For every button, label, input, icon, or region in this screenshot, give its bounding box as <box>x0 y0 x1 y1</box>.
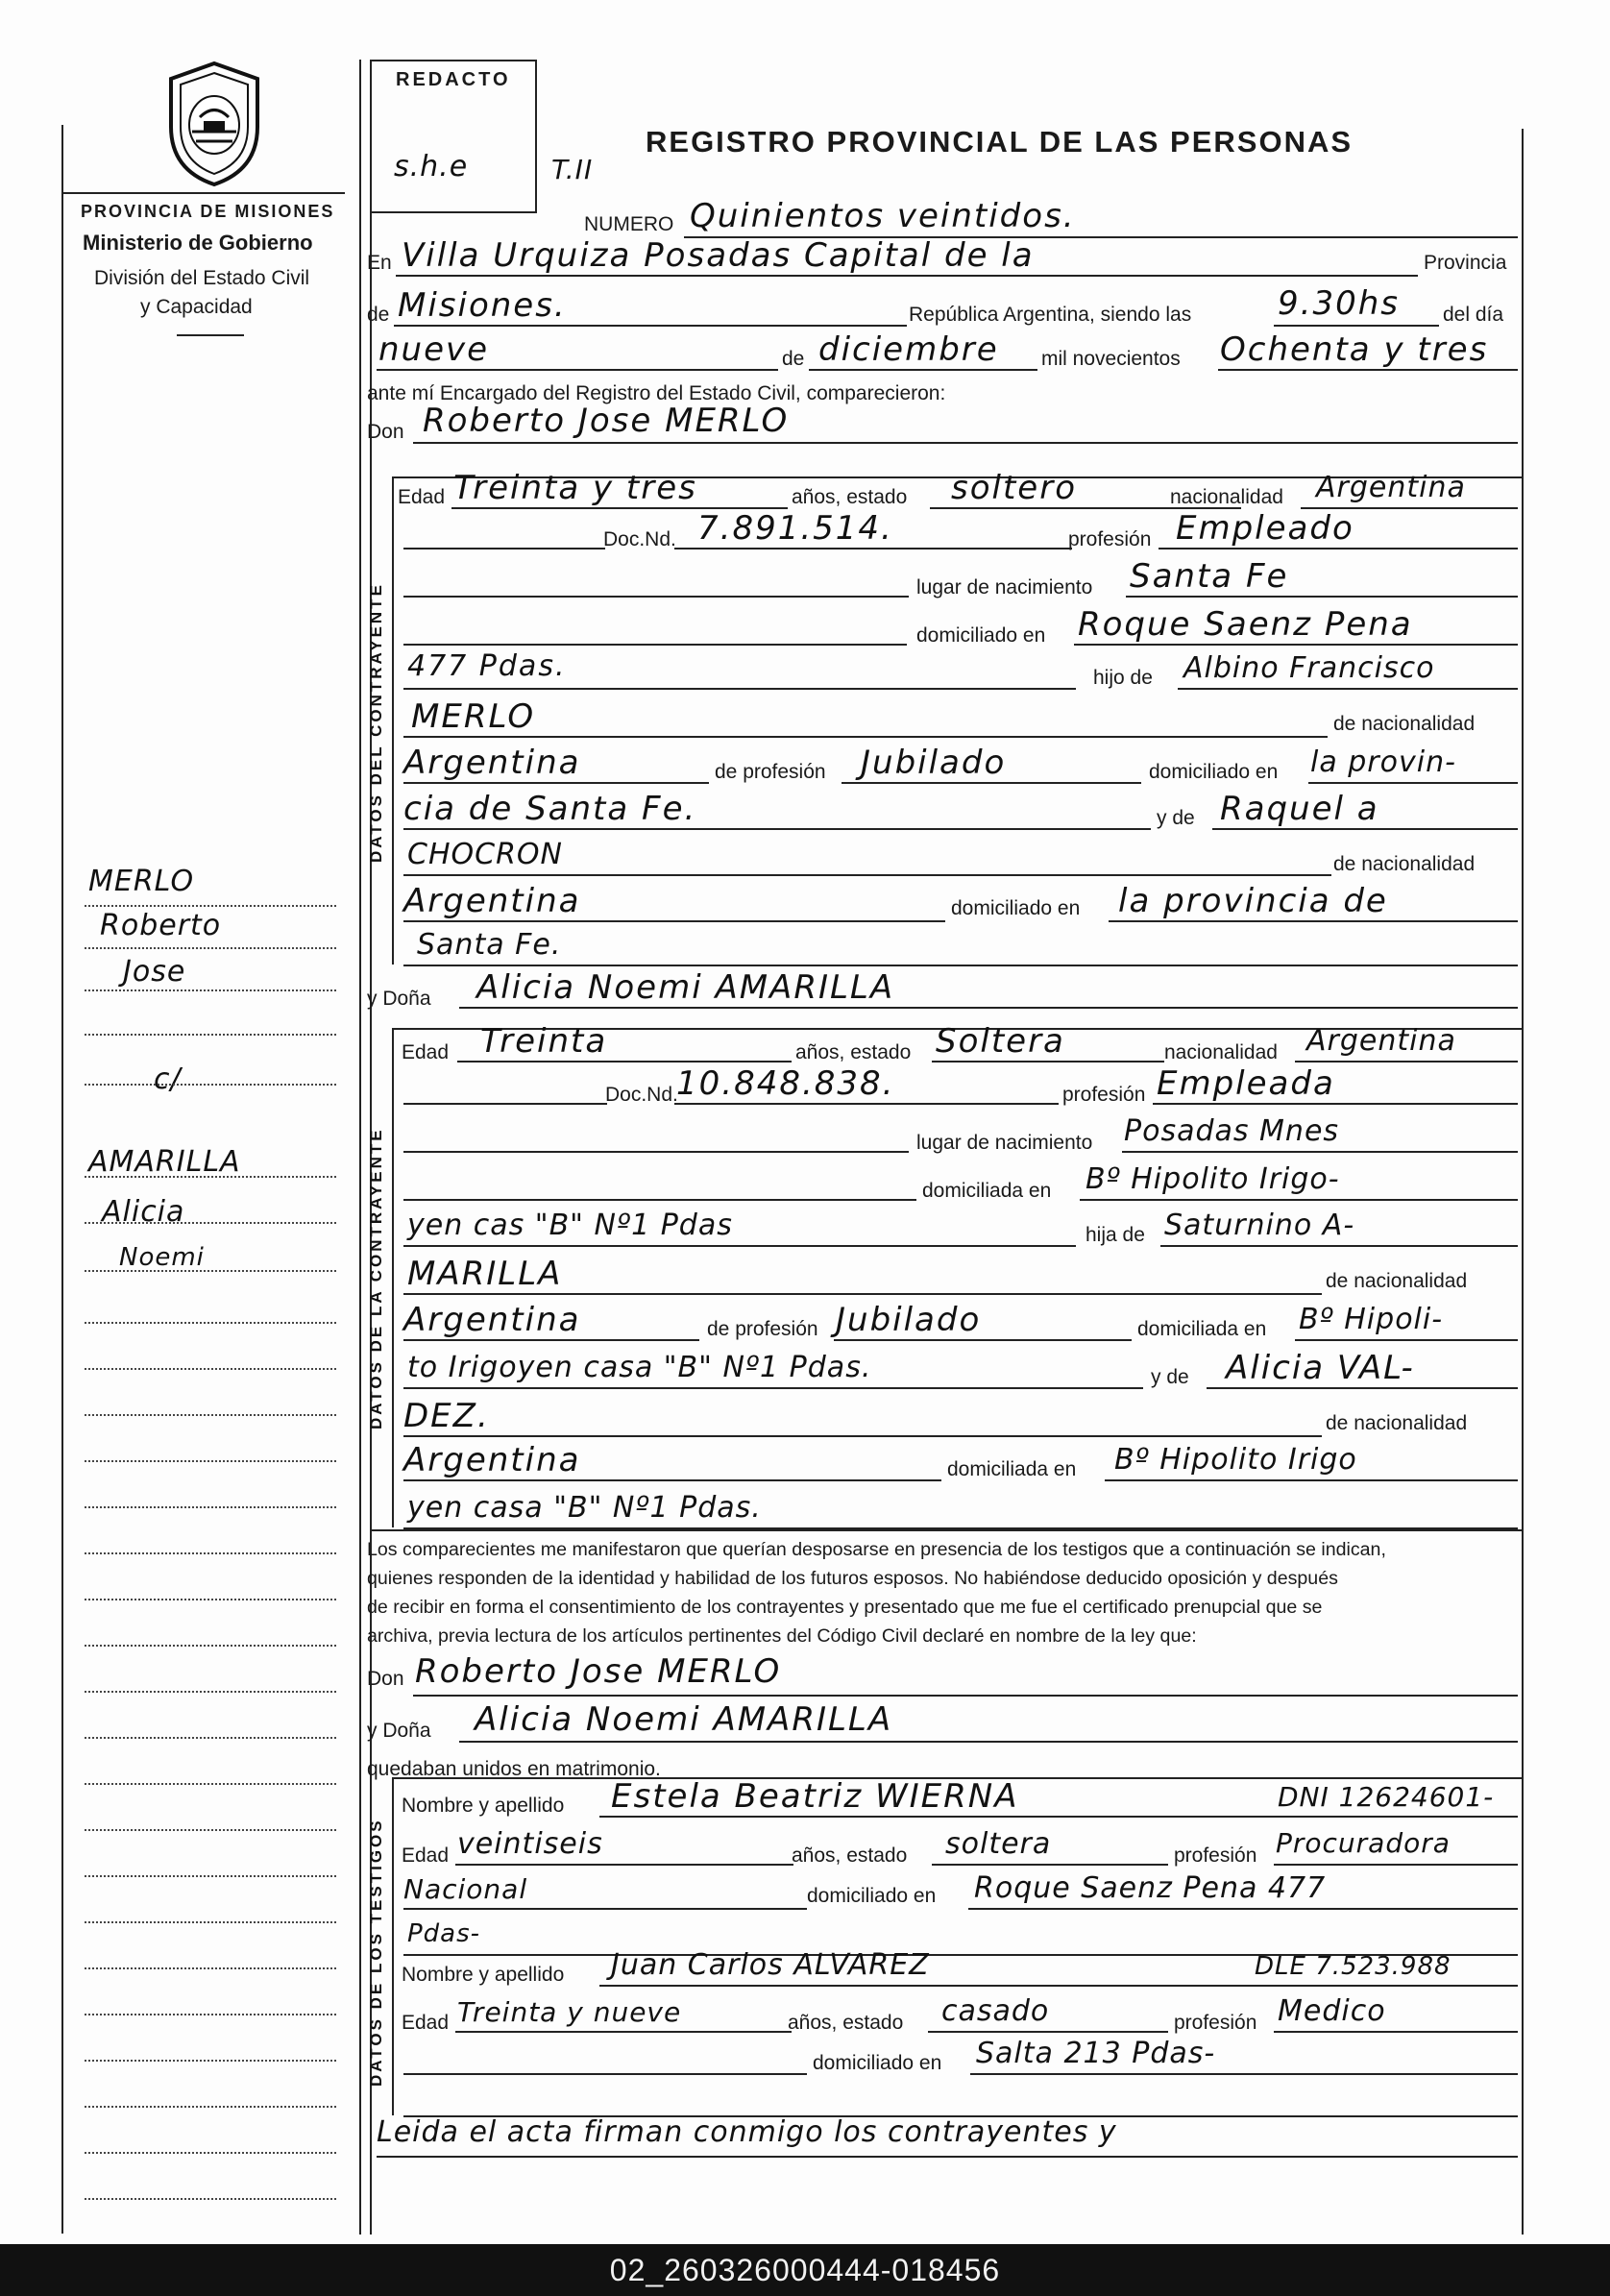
t2-dom: Salta 213 Pdas- <box>976 2037 1216 2070</box>
de-label: de <box>367 304 390 326</box>
f-y-de-label: y de <box>1151 1366 1189 1388</box>
margin-dotted-line <box>85 1460 336 1462</box>
hora-value: 9.30hs <box>1278 284 1400 323</box>
f-padre-dom-cont: to Irigoyen casa "B" Nº1 Pdas. <box>407 1351 872 1384</box>
t1-edad-label: Edad <box>402 1844 450 1867</box>
f-padre-apellido: MARILLA <box>407 1255 563 1293</box>
t2-nombre-label: Nombre y apellido <box>402 1964 565 1986</box>
provincial-seal-icon <box>161 60 267 189</box>
m-anios-label: años, estado <box>792 486 908 508</box>
declaracion-line-1: Los comparecientes me manifestaron que querían desposarse en presencia de los testigos que a continuación se indican, <box>367 1539 1386 1560</box>
margin-dotted-line <box>85 1414 336 1416</box>
de-mes-label: de <box>782 348 805 370</box>
registry-title: REGISTRO PROVINCIAL DE LAS PERSONAS <box>646 125 1354 159</box>
f-profesion-value: Empleada <box>1157 1064 1335 1103</box>
margin-column-line <box>359 60 361 2235</box>
margin-name-merlo: MERLO <box>88 865 195 898</box>
f-nacionalidad-label: nacionalidad <box>1164 1041 1278 1063</box>
testigos-side-label: DATOS DE LOS TESTIGOS <box>367 1818 385 2087</box>
margin-y: c/ <box>154 1063 182 1096</box>
f-estado-value: Soltera <box>936 1022 1065 1061</box>
t1-domicilio-label: domiciliado en <box>807 1885 937 1907</box>
m-nacionalidad-value: Argentina <box>1316 471 1466 504</box>
dia-value: nueve <box>378 330 490 369</box>
margin-dotted-line <box>85 2152 336 2154</box>
m-padre-dom-label: domiciliado en <box>1149 761 1279 783</box>
f-lugar-label: lugar de nacimiento <box>916 1132 1093 1154</box>
t2-profesion-label: profesión <box>1174 2012 1257 2034</box>
m-domicilio-value: Roque Saenz Pena <box>1078 605 1413 644</box>
redacto-label: REDACTO <box>396 69 511 90</box>
f-hija-label: hija de <box>1086 1224 1145 1246</box>
f-lugar-value: Posadas Mnes <box>1124 1114 1340 1148</box>
m-edad-value: Treinta y tres <box>453 469 697 507</box>
mil-label: mil novecientos <box>1041 348 1181 370</box>
margin-dotted-line <box>85 2014 336 2015</box>
decl-unidos: quedaban unidos en matrimonio. <box>367 1758 661 1780</box>
margin-dotted-line <box>85 1599 336 1600</box>
margin-dotted-line <box>85 1783 336 1785</box>
margin-name-amarilla: AMARILLA <box>88 1145 241 1179</box>
don-label: Don <box>367 421 404 443</box>
f-de-nac-label-2: de nacionalidad <box>1326 1412 1468 1434</box>
margin-dotted-line <box>85 2060 336 2062</box>
m-estado-value: soltero <box>951 469 1077 507</box>
document-id-footer: 02_260326000444-018456 <box>0 2244 1610 2296</box>
ante-text: ante mí Encargado del Registro del Estado Civil, comparecieron: <box>367 382 946 404</box>
left-short-rule <box>177 334 244 336</box>
decl-dona-value: Alicia Noemi AMARILLA <box>475 1700 893 1739</box>
m-padre-value: Albino Francisco <box>1183 651 1435 685</box>
margin-dotted-line <box>85 1737 336 1739</box>
en-value: Villa Urquiza Posadas Capital de la <box>402 236 1035 275</box>
contrayente-block-line <box>392 476 394 965</box>
f-domicilio-cont: yen cas "B" Nº1 Pdas <box>407 1209 733 1242</box>
f-de-nac-label-1: de nacionalidad <box>1326 1270 1468 1292</box>
testigos-block-line <box>392 1777 394 2115</box>
margin-dotted-line <box>85 1322 336 1324</box>
margin-dotted-line <box>85 1645 336 1647</box>
margin-dotted-line <box>85 947 336 949</box>
f-dona-value: Alicia Noemi AMARILLA <box>476 968 895 1007</box>
left-margin-line <box>61 125 63 2234</box>
m-profesion-value: Empleado <box>1176 509 1354 548</box>
anio-value: Ochenta y tres <box>1220 330 1489 369</box>
f-madre-nac: Argentina <box>403 1441 581 1479</box>
m-y-de-label: y de <box>1157 807 1195 829</box>
margin-dotted-line <box>85 2106 336 2108</box>
province-name: PROVINCIA DE MISIONES <box>81 202 335 221</box>
f-madre-dom-cont: yen casa "B" Nº1 Pdas. <box>407 1491 762 1525</box>
left-header-rule <box>61 192 345 194</box>
margin-dotted-line <box>85 1368 336 1370</box>
f-edad-value: Treinta <box>480 1022 608 1061</box>
margin-name-jose: Jose <box>123 955 186 989</box>
t1-dom: Roque Saenz Pena 477 <box>974 1871 1327 1905</box>
t1-edad: veintiseis <box>457 1827 603 1861</box>
t1-dom-cont: Pdas- <box>407 1919 481 1948</box>
f-padre-prof: Jubilado <box>836 1301 982 1339</box>
t2-domicilio-label: domiciliado en <box>813 2052 942 2074</box>
tomo-note: T.II <box>551 154 594 185</box>
declaracion-line-3: de recibir en forma el consentimiento de los contrayentes y presentado que me fue el certificado prenupcial que se <box>367 1597 1323 1618</box>
contrayente-side-label: DATOS DEL CONTRAYENTE <box>367 582 385 863</box>
m-de-nac-label-2: de nacionalidad <box>1333 853 1476 875</box>
numero-label: NUMERO <box>584 213 674 235</box>
f-anios-label: años, estado <box>795 1041 912 1063</box>
don-value: Roberto Jose MERLO <box>423 402 790 440</box>
m-nacionalidad-label: nacionalidad <box>1170 486 1283 508</box>
margin-dotted-line <box>85 905 336 907</box>
m-madre-dom-label: domiciliado en <box>951 897 1081 919</box>
f-domicilio-value: Bº Hipolito Irigo- <box>1086 1162 1340 1196</box>
m-lugar-value: Santa Fe <box>1130 557 1289 596</box>
m-de-nac-label-1: de nacionalidad <box>1333 713 1476 735</box>
division-name: División del Estado Civil <box>94 267 310 289</box>
f-doc-label: Doc.Nd. <box>605 1084 678 1106</box>
f-de-prof-label: de profesión <box>707 1318 818 1340</box>
f-padre-value: Saturnino A- <box>1164 1209 1355 1242</box>
m-lugar-label: lugar de nacimiento <box>916 576 1093 598</box>
margin-dotted-line <box>85 1691 336 1693</box>
margin-dotted-line <box>85 1034 336 1036</box>
provincia-label: Provincia <box>1424 252 1507 274</box>
ministry-name: Ministerio de Gobierno <box>83 231 313 255</box>
t1-profesion-label: profesión <box>1174 1844 1257 1867</box>
t1-doc: DNI 12624601- <box>1278 1781 1495 1813</box>
f-edad-label: Edad <box>402 1041 450 1063</box>
margin-dotted-line <box>85 1084 336 1086</box>
margin-name-alicia: Alicia <box>102 1195 185 1229</box>
f-madre-dom-label: domiciliada en <box>947 1458 1077 1480</box>
m-edad-label: Edad <box>398 486 446 508</box>
t1-prof-cont: Nacional <box>403 1873 528 1905</box>
redacto-note: s.h.e <box>394 150 469 183</box>
m-padre-dom-cont: cia de Santa Fe. <box>403 790 697 828</box>
margin-dotted-line <box>85 989 336 991</box>
f-madre-value: Alicia VAL- <box>1226 1349 1415 1387</box>
f-nacionalidad-value: Argentina <box>1306 1024 1456 1058</box>
mes-value: diciembre <box>818 330 999 369</box>
f-padre-nac: Argentina <box>403 1301 581 1339</box>
f-profesion-label: profesión <box>1062 1084 1146 1106</box>
contrayente-f-side-label: DATOS DE LA CONTRAYENTE <box>367 1127 385 1429</box>
m-madre-apellido: CHOCRON <box>407 838 563 871</box>
de-value: Misiones. <box>398 286 567 325</box>
t2-anios-label: años, estado <box>788 2012 904 2034</box>
main-right-border <box>1522 129 1524 2235</box>
t1-nombre: Estela Beatriz WIERNA <box>611 1777 1019 1816</box>
republica-text: República Argentina, siendo las <box>909 304 1192 326</box>
m-madre-dom-cont: Santa Fe. <box>417 928 562 962</box>
m-madre-nac: Argentina <box>403 882 581 920</box>
del-dia-label: del día <box>1443 304 1504 326</box>
f-dona-label: y Doña <box>367 988 431 1010</box>
margin-dotted-line <box>85 1222 336 1224</box>
m-profesion-label: profesión <box>1068 528 1152 550</box>
margin-dotted-line <box>85 1552 336 1554</box>
decl-don-label: Don <box>367 1668 404 1690</box>
f-domicilio-label: domiciliada en <box>922 1180 1052 1202</box>
declaracion-top-rule <box>370 1529 1522 1531</box>
m-hijo-label: hijo de <box>1093 667 1153 689</box>
margin-dotted-line <box>85 2198 336 2200</box>
contrayente-f-block-line <box>392 1028 394 1527</box>
numero-value: Quinientos veintidos. <box>690 197 1076 235</box>
t2-doc: DLE 7.523.988 <box>1255 1952 1451 1981</box>
t2-nombre: Juan Carlos ALVAREZ <box>611 1948 930 1982</box>
margin-name-roberto: Roberto <box>100 909 222 942</box>
m-padre-dom: la provin- <box>1310 745 1456 779</box>
decl-don-value: Roberto Jose MERLO <box>415 1652 782 1691</box>
m-domicilio-cont: 477 Pdas. <box>407 649 567 683</box>
t2-prof: Medico <box>1278 1994 1386 2028</box>
m-padre-nac: Argentina <box>403 744 581 782</box>
m-padre-prof: Jubilado <box>861 744 1007 782</box>
margin-dotted-line <box>85 1176 336 1178</box>
m-de-prof-label: de profesión <box>715 761 826 783</box>
m-domicilio-label: domiciliado en <box>916 624 1046 647</box>
m-padre-apellido: MERLO <box>411 697 536 736</box>
t2-edad-label: Edad <box>402 2012 450 2034</box>
m-madre-dom: la provincia de <box>1118 882 1388 920</box>
margin-dotted-line <box>85 1506 336 1508</box>
t1-estado: soltera <box>945 1827 1052 1861</box>
f-padre-dom-label: domiciliada en <box>1137 1318 1267 1340</box>
margin-dotted-line <box>85 1921 336 1923</box>
decl-dona-label: y Doña <box>367 1720 431 1742</box>
f-doc-value: 10.848.838. <box>676 1064 895 1103</box>
t2-estado: casado <box>941 1994 1050 2028</box>
margin-dotted-line <box>85 1967 336 1969</box>
margin-dotted-line <box>85 1270 336 1272</box>
f-padre-dom: Bº Hipoli- <box>1299 1303 1444 1336</box>
declaracion-line-4: archiva, previa lectura de los artículos pertinentes del Código Civil declaré en nombre de la ley que: <box>367 1625 1197 1647</box>
f-madre-dom: Bº Hipolito Irigo <box>1114 1443 1357 1477</box>
declaracion-line-2: quienes responden de la identidad y habilidad de los futuros esposos. No habiéndose deducido oposición y después <box>367 1568 1338 1589</box>
capacity-name: y Capacidad <box>140 296 253 318</box>
en-label: En <box>367 252 392 274</box>
t1-prof: Procuradora <box>1276 1827 1451 1859</box>
margin-dotted-line <box>85 1829 336 1831</box>
t1-anios-label: años, estado <box>792 1844 908 1867</box>
t1-nombre-label: Nombre y apellido <box>402 1795 565 1817</box>
t2-edad: Treinta y nueve <box>457 1996 682 2028</box>
margin-dotted-line <box>85 1875 336 1877</box>
m-madre-value: Raquel a <box>1220 790 1379 828</box>
cierre-text: Leida el acta firman conmigo los contrayentes y <box>377 2115 1117 2149</box>
f-madre-apellido: DEZ. <box>403 1397 490 1435</box>
m-doc-value: 7.891.514. <box>697 509 893 548</box>
margin-name-noemi: Noemi <box>119 1243 205 1272</box>
m-doc-label: Doc.Nd. <box>603 528 676 550</box>
